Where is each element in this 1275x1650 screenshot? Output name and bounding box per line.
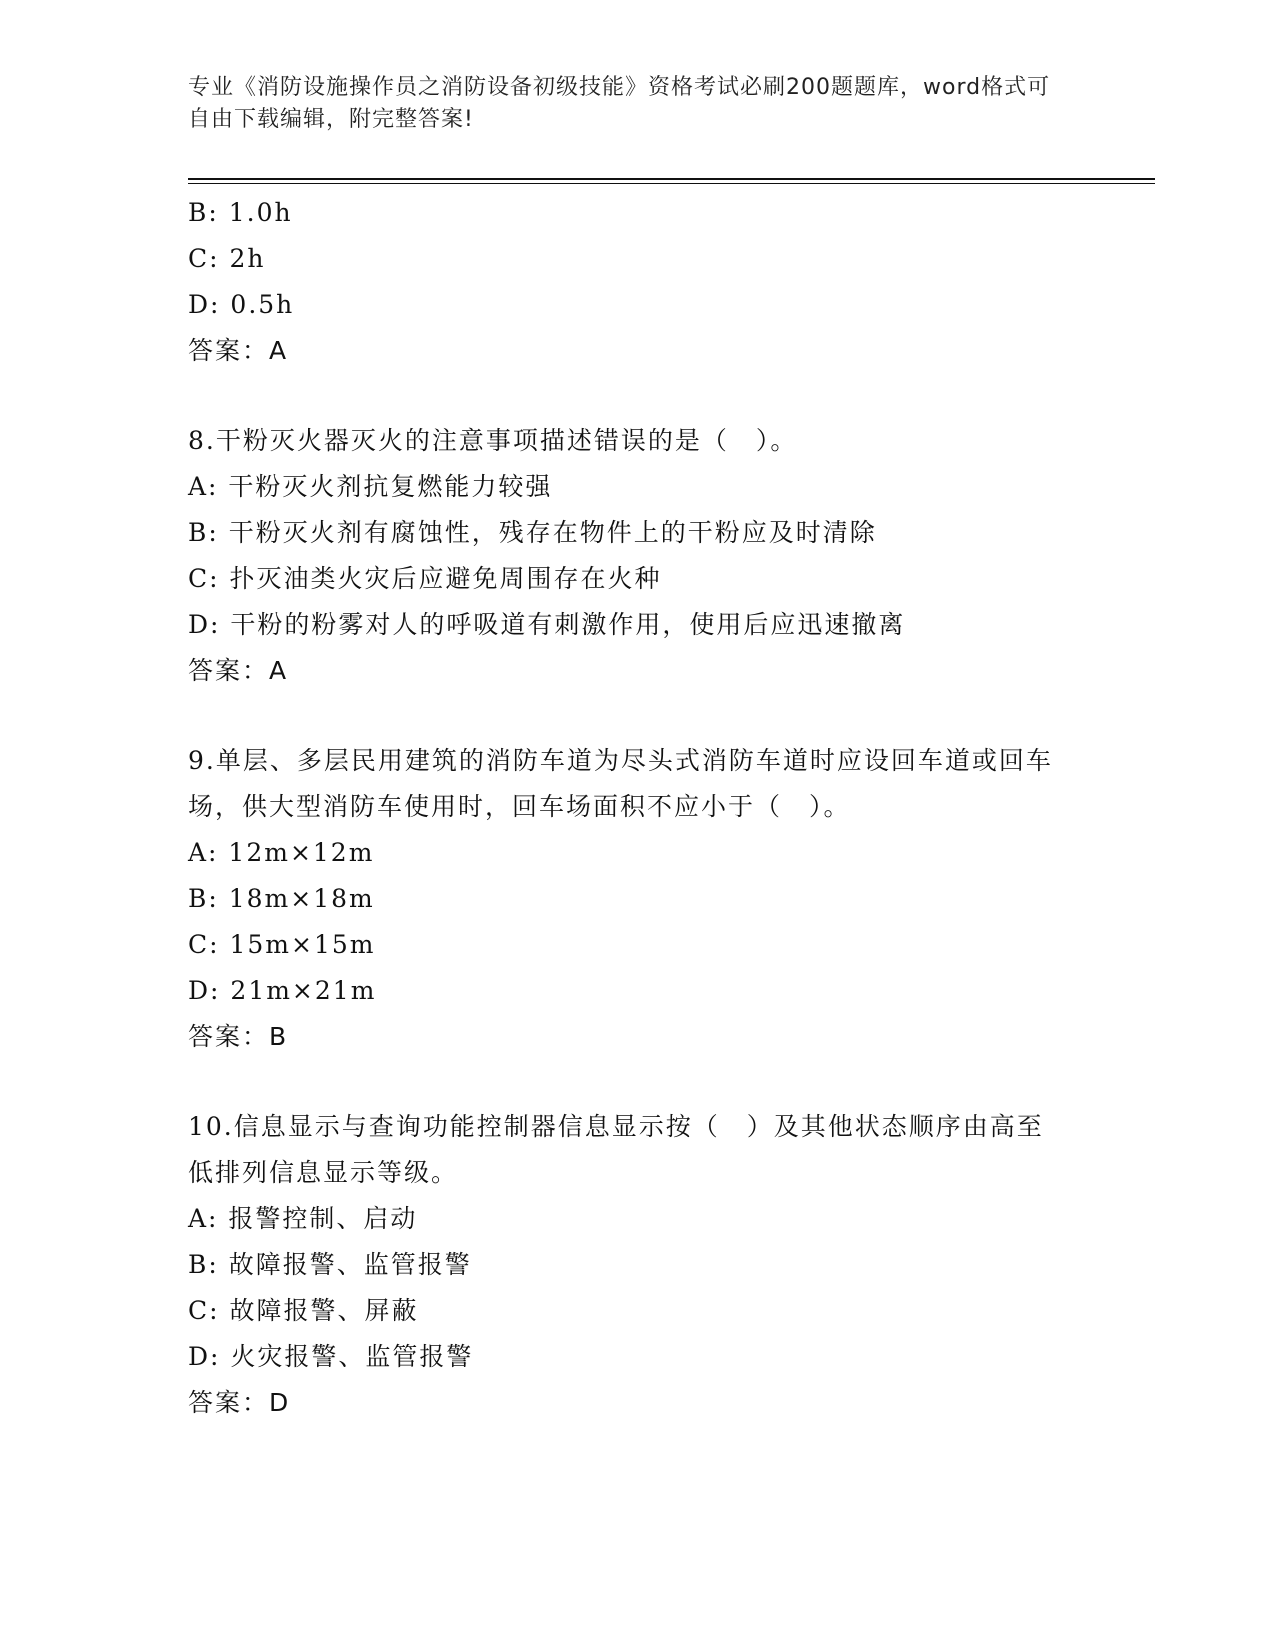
question-8 [188,418,1088,694]
option-d: D: 21m×21m [188,976,377,1005]
option-d: D: 火灾报警、监管报警 [188,1342,474,1371]
option-b: B: 故障报警、监管报警 [188,1250,472,1279]
header-divider-thin [188,183,1155,184]
option-a: A: 报警控制、启动 [188,1204,418,1233]
question-list [188,190,1088,1426]
option-d: D: 0.5h [188,290,295,319]
answer-line: 答案：D [188,1388,291,1417]
option-c: C: 15m×15m [188,930,376,959]
question-9 [188,738,1088,1060]
question-text: 8.干粉灭火器灭火的注意事项描述错误的是（ ）。 [188,426,798,455]
option-c: C: 故障报警、屏蔽 [188,1296,419,1325]
answer-line: 答案：B [188,1022,289,1051]
answer-line: 答案：A [188,656,289,685]
question-text: 10.信息显示与查询功能控制器信息显示按（ ）及其他状态顺序由高至低排列信息显示等级。 [188,1112,1044,1187]
option-a: A: 干粉灭火剂抗复燃能力较强 [188,472,553,501]
question-10 [188,1104,1088,1426]
question-text: 9.单层、多层民用建筑的消防车道为尽头式消防车道时应设回车道或回车场，供大型消防车使用时，回车场面积不应小于（ ）。 [188,746,1053,821]
option-b: B: 18m×18m [188,884,375,913]
option-d: D: 干粉的粉雾对人的呼吸道有刺激作用，使用后应迅速撤离 [188,610,906,639]
option-a: A: 12m×12m [188,838,375,867]
question-7-continuation [188,190,1088,374]
option-c: C: 扑灭油类火灾后应避免周围存在火种 [188,564,662,593]
document-header: 专业《消防设施操作员之消防设备初级技能》资格考试必刷200题题库，word格式可自由下载编辑，附完整答案! [188,75,1051,132]
option-c: C: 2h [188,244,266,273]
option-b: B: 1.0h [188,198,293,227]
option-b: B: 干粉灭火剂有腐蚀性，残存在物件上的干粉应及时清除 [188,518,877,547]
header-divider-thick [188,178,1155,180]
answer-line: 答案：A [188,336,289,365]
